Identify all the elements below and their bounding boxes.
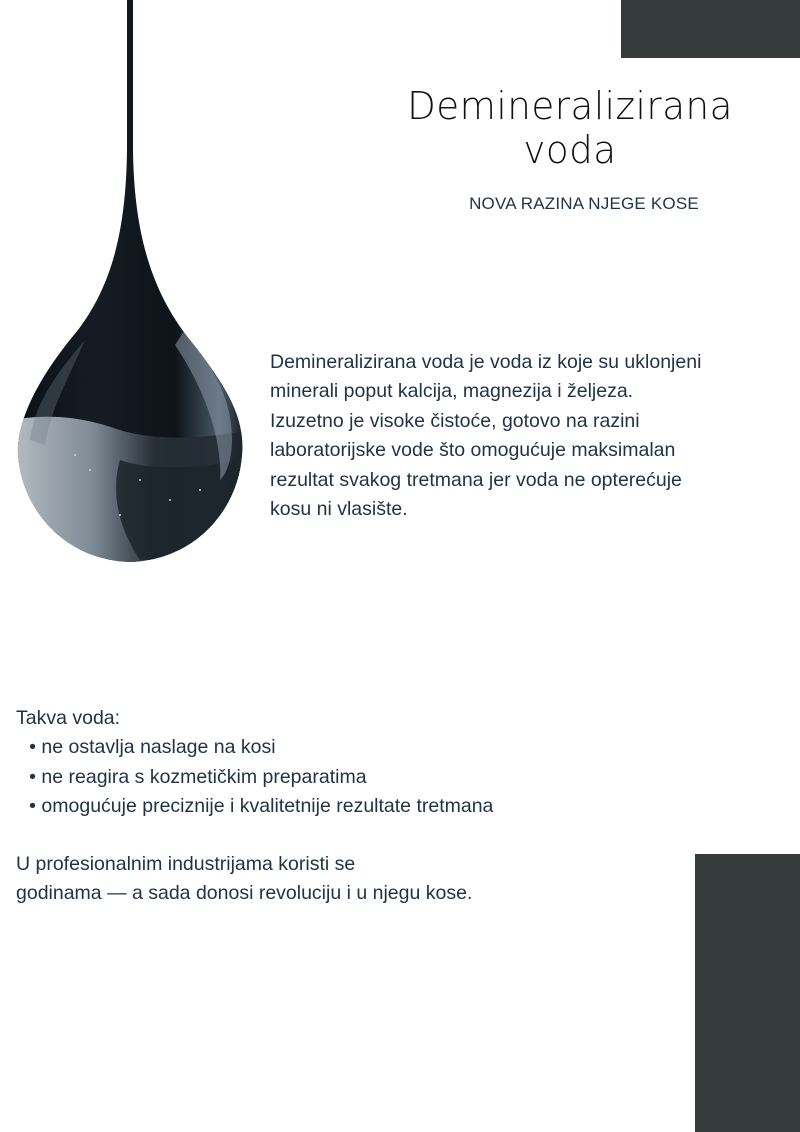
benefit-text: ne reagira s kozmetičkim preparatima [41, 765, 367, 788]
bullet-icon: • [29, 736, 36, 759]
benefit-item [16, 792, 636, 821]
bullet-icon: • [29, 795, 36, 818]
page-title [403, 84, 736, 172]
title-line-1: Demineralizirana [407, 84, 733, 128]
title-line-2: voda [523, 128, 617, 172]
intro-line: laboratorijske vode što omogućuje maksimalan [270, 439, 676, 462]
benefits-section [16, 704, 636, 822]
benefit-text: ne ostavlja naslage na kosi [41, 736, 276, 759]
benefit-text: omogućuje preciznije i kvalitetnije rezultate tretmana [41, 795, 494, 818]
intro-line: Izuzetno je visoke čistoće, gotovo na razini [270, 409, 640, 432]
intro-line: rezultat svakog tretmana jer voda ne opterećuje [270, 468, 682, 491]
benefit-item [16, 733, 636, 762]
decorative-block-top [621, 0, 800, 58]
intro-line: Demineralizirana voda je voda iz koje su uklonjeni [270, 351, 702, 373]
closing-line: godinama — a sada donosi revoluciju i u njegu kose. [16, 882, 473, 905]
closing-line: U profesionalnim industrijama koristi se [16, 853, 356, 875]
benefits-heading: Takva voda: [16, 707, 121, 729]
intro-paragraph [270, 348, 780, 524]
intro-line: minerali poput kalcija, magnezija i željeza. [270, 380, 634, 403]
bullet-icon: • [29, 765, 36, 788]
page-subtitle: NOVA RAZINA NJEGE KOSE [469, 194, 699, 213]
water-drop-icon [0, 0, 260, 580]
benefit-item [16, 763, 636, 792]
intro-line: kosu ni vlasište. [270, 498, 408, 521]
closing-paragraph [16, 850, 636, 909]
decorative-block-bottom [695, 854, 800, 1132]
